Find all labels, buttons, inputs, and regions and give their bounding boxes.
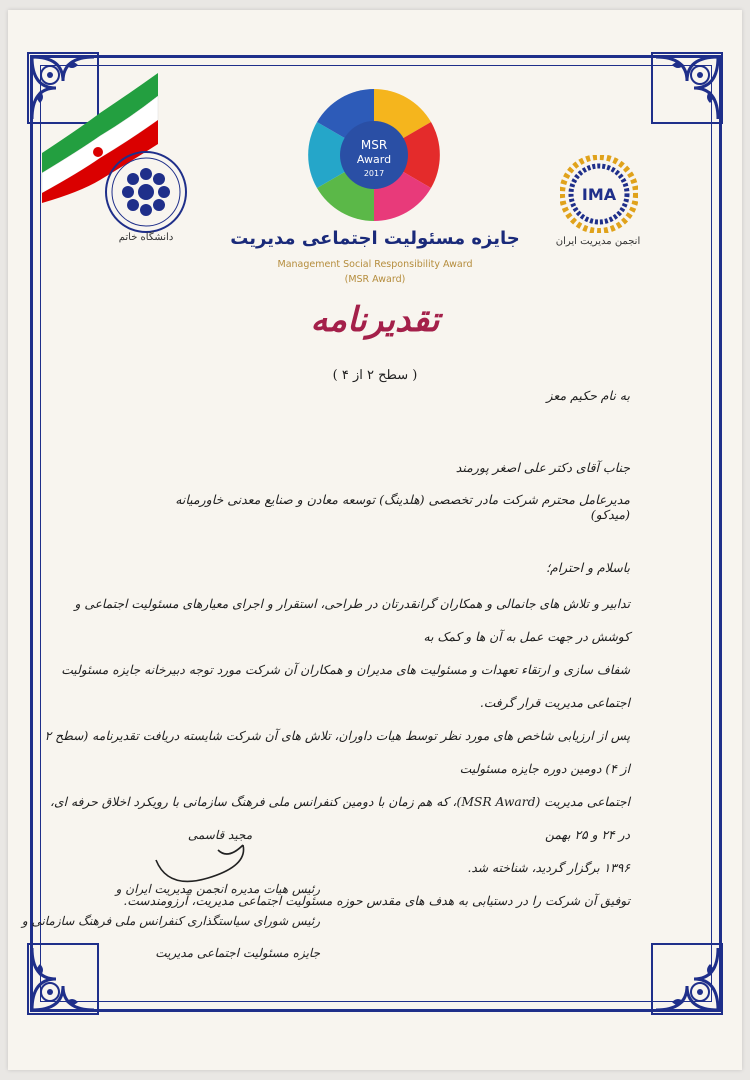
greeting: باسلام و احترام؛ — [546, 560, 630, 575]
award-title-fa: جایزه مسئولیت اجتماعی مدیریت — [230, 228, 520, 249]
msr-award-logo-icon — [304, 85, 444, 225]
ima-name: انجمن مدیریت ایران — [555, 236, 641, 247]
msr-badge-line1: MSR — [360, 138, 388, 152]
corner-ornament — [650, 51, 724, 125]
msr-badge-line2: Award — [356, 153, 392, 166]
recipient-name: جناب آقای دکتر علی اصغر پورمند — [455, 460, 630, 475]
award-abbr: (MSR Award) — [344, 274, 406, 285]
signer-title: رئیس شورای سیاستگذاری کنفرانس ملی فرهنگ سازمانی و — [21, 914, 320, 928]
msr-badge-year: 2017 — [363, 169, 385, 178]
signer-name: مجید قاسمی — [187, 828, 253, 842]
corner-ornament — [26, 942, 100, 1016]
corner-ornament — [650, 942, 724, 1016]
body-line: پس از ارزیابی شاخص های مورد نظر توسط هیات داوران، تلاش های آن شرکت شایسته دریافت تقدیرنامه (سطح ۲ از ۴) دومین دوره جایزه مسئولیت — [44, 729, 630, 776]
award-title-en: Management Social Responsibility Award — [277, 259, 473, 270]
svg-text:IMA: IMA — [581, 185, 617, 204]
signer-title: جایزه مسئولیت اجتماعی مدیریت — [155, 946, 320, 960]
certificate-level: ( سطح ۲ از ۴ ) — [332, 368, 418, 383]
letter-body — [42, 588, 630, 918]
certificate-title: تقدیرنامه — [310, 300, 440, 340]
khatam-university-name: دانشگاه خاتم — [118, 232, 174, 243]
invocation: به نام حکیم معز — [546, 388, 630, 403]
body-line: شفاف سازی و ارتقاء تعهدات و مسئولیت های مدیران و همکاران آن شرکت مورد توجه دبیرخانه جایزه مسئولیت اجتماعی مدیریت قرار گرفت. — [61, 663, 630, 710]
recipient-position: مدیرعامل محترم شرکت مادر تخصصی (هلدینگ) توسعه معادن و صنایع معدنی خاورمیانه (میدکو) — [175, 492, 630, 522]
body-line: ۱۳۹۶ برگزار گردید، شناخته شد. — [467, 861, 630, 875]
khatam-university-logo-icon — [104, 150, 188, 234]
body-line: توفیق آن شرکت را در دستیابی به هدف های مقدس حوزه مسئولیت اجتماعی مدیریت، آرزومندست. — [123, 894, 630, 908]
ima-logo-icon — [560, 155, 638, 233]
body-line: اجتماعی مدیریت (MSR Award)، که هم زمان با دومین کنفرانس ملی فرهنگ سازمانی با رویکرد اخلاق حرفه ای، در ۲۴ و ۲۵ بهمن — [50, 795, 630, 842]
body-line: تدابیر و تلاش های جانمالی و همکاران گرانقدرتان در طراحی، استقرار و اجرای معیارهای مسئولیت اجتماعی و کوشش در جهت عمل به آن ها و کمک به — [74, 597, 630, 644]
signer-title: رئیس هیات مدیره انجمن مدیریت ایران و — [115, 882, 320, 896]
